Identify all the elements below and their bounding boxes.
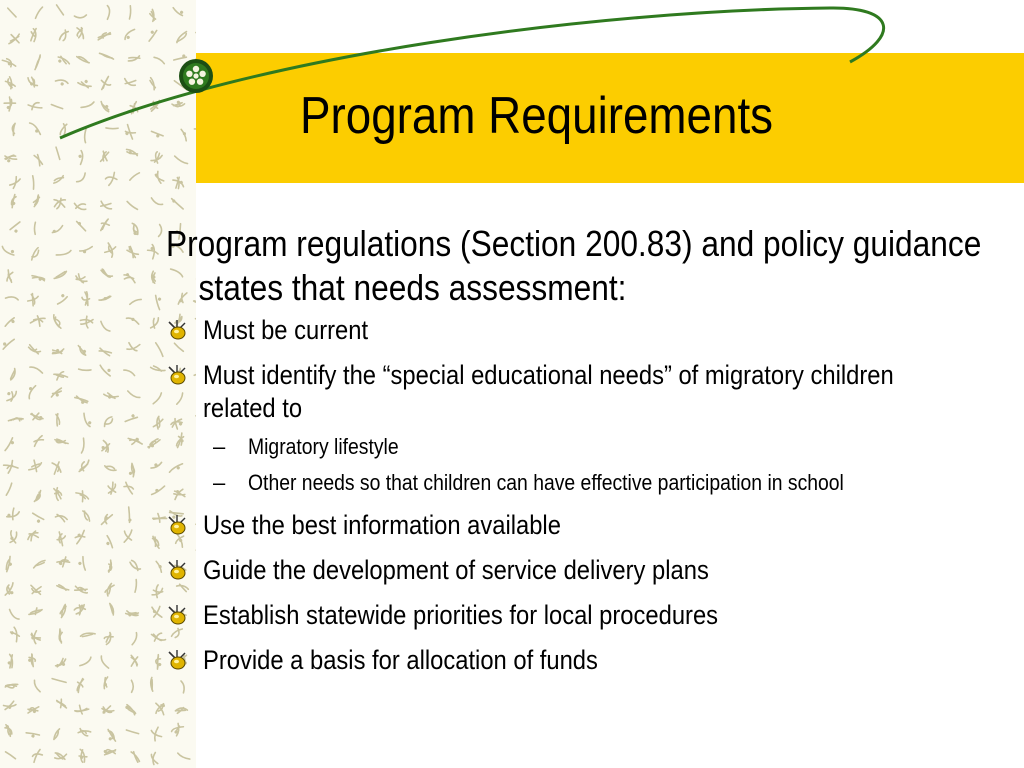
pattern-glyph xyxy=(156,560,163,572)
pattern-glyph xyxy=(52,315,63,328)
dash-marker: – xyxy=(213,434,226,459)
pattern-glyph xyxy=(50,486,65,501)
pattern-glyph xyxy=(28,386,38,399)
pattern-glyph xyxy=(34,222,35,234)
pattern-glyph xyxy=(29,605,42,619)
pattern-glyph xyxy=(177,31,187,44)
pattern-glyph xyxy=(27,293,38,306)
pattern-glyph xyxy=(174,53,187,62)
pattern-glyph xyxy=(150,99,160,112)
pattern-glyph xyxy=(149,9,155,21)
pattern-glyph xyxy=(75,394,88,405)
pattern-glyph xyxy=(126,727,138,737)
pattern-glyph xyxy=(130,680,133,692)
bullet-list xyxy=(166,314,1006,677)
pattern-glyph xyxy=(51,345,65,358)
pattern-glyph xyxy=(8,609,21,619)
pattern-glyph xyxy=(102,416,114,428)
pattern-glyph xyxy=(151,271,157,284)
pattern-glyph xyxy=(151,316,159,329)
pattern-glyph xyxy=(146,245,159,259)
pattern-glyph xyxy=(28,345,40,354)
pattern-glyph xyxy=(151,727,162,741)
sub-bullet-text: Other needs so that children can have effective participation in school xyxy=(248,470,844,495)
pattern-glyph xyxy=(74,14,86,19)
pattern-glyph xyxy=(54,629,67,643)
pattern-glyph xyxy=(54,370,68,381)
pattern-glyph xyxy=(56,532,67,546)
pattern-glyph xyxy=(128,223,141,237)
pattern-glyph xyxy=(34,680,40,692)
pattern-glyph xyxy=(28,583,42,596)
pattern-glyph xyxy=(58,29,71,42)
pattern-glyph xyxy=(125,6,135,19)
pattern-glyph xyxy=(82,510,90,522)
pattern-glyph xyxy=(81,98,94,112)
bee-bullet-icon xyxy=(166,364,188,386)
pattern-glyph xyxy=(53,175,65,185)
pattern-glyph xyxy=(101,656,108,668)
pattern-glyph xyxy=(129,173,140,180)
bullet-item xyxy=(166,359,1006,497)
pattern-glyph xyxy=(126,146,139,159)
dash-marker: – xyxy=(213,470,226,495)
pattern-glyph xyxy=(5,76,15,89)
pattern-glyph xyxy=(32,436,45,447)
pattern-glyph xyxy=(81,628,96,643)
pattern-glyph xyxy=(59,123,69,136)
pattern-glyph xyxy=(3,152,17,164)
pattern-glyph xyxy=(171,722,184,737)
pattern-glyph xyxy=(76,489,89,503)
pattern-glyph xyxy=(55,698,67,711)
pattern-glyph xyxy=(26,728,39,740)
pattern-glyph xyxy=(77,56,89,64)
pattern-glyph xyxy=(147,78,157,90)
pattern-glyph xyxy=(101,440,111,453)
pattern-glyph xyxy=(52,673,66,687)
pattern-glyph xyxy=(2,96,17,111)
pattern-glyph xyxy=(6,294,19,304)
bullet-item xyxy=(166,509,1006,542)
sub-bullet-item xyxy=(203,433,1006,461)
pattern-glyph xyxy=(10,220,23,234)
pattern-glyph xyxy=(6,507,20,521)
pattern-glyph xyxy=(154,56,165,63)
pattern-glyph xyxy=(128,391,140,397)
pattern-glyph xyxy=(153,392,161,405)
pattern-glyph xyxy=(77,344,88,356)
pattern-glyph xyxy=(153,512,167,525)
pattern-glyph xyxy=(158,225,162,237)
pattern-glyph xyxy=(34,490,41,503)
pattern-glyph xyxy=(151,605,162,619)
pattern-glyph xyxy=(74,678,86,692)
pattern-glyph xyxy=(105,172,119,185)
pattern-glyph xyxy=(75,748,90,763)
bullet-item xyxy=(166,314,1006,347)
bullet-text: Use the best information available xyxy=(203,510,561,540)
pattern-glyph xyxy=(7,270,13,282)
pattern-glyph xyxy=(154,171,164,184)
bullet-item xyxy=(166,599,1006,632)
pattern-glyph xyxy=(7,33,21,45)
bullet-item xyxy=(166,554,1006,587)
lead-paragraph: Program regulations (Section 200.83) and policy guidance states that needs assessment: xyxy=(166,223,982,308)
pattern-glyph xyxy=(80,413,95,426)
pattern-glyph xyxy=(151,198,164,205)
pattern-glyph xyxy=(54,268,66,282)
pattern-glyph xyxy=(76,173,88,183)
pattern-glyph xyxy=(172,197,184,210)
pattern-glyph xyxy=(151,752,158,764)
pattern-glyph xyxy=(30,55,45,70)
pattern-glyph xyxy=(53,198,67,210)
pattern-glyph xyxy=(99,101,112,112)
pattern-glyph xyxy=(57,583,69,593)
pattern-glyph xyxy=(26,654,37,668)
bullet-text: Must identify the “special educational needs” of migratory children related to xyxy=(203,360,894,423)
pattern-glyph xyxy=(126,201,139,209)
pattern-glyph xyxy=(97,29,111,44)
pattern-glyph xyxy=(103,677,108,689)
pattern-glyph xyxy=(27,706,40,715)
pattern-glyph xyxy=(9,176,20,190)
pattern-glyph xyxy=(73,530,88,543)
bullet-text: Guide the development of service delivery plans xyxy=(203,555,709,585)
pattern-glyph xyxy=(101,705,114,715)
pattern-glyph xyxy=(80,655,91,669)
pattern-glyph xyxy=(104,464,116,472)
pattern-glyph xyxy=(2,698,16,713)
pattern-glyph xyxy=(103,746,117,759)
pattern-glyph xyxy=(193,749,196,764)
pattern-glyph xyxy=(56,54,69,68)
bee-bullet-icon xyxy=(166,514,188,536)
pattern-glyph xyxy=(150,461,162,470)
pattern-glyph xyxy=(151,362,165,377)
pattern-glyph xyxy=(104,729,119,742)
pattern-glyph xyxy=(50,460,64,475)
pattern-glyph xyxy=(51,226,64,234)
pattern-glyph xyxy=(53,728,61,740)
pattern-glyph xyxy=(122,507,137,523)
pattern-glyph xyxy=(103,536,117,549)
pattern-glyph xyxy=(125,28,135,41)
pattern-glyph xyxy=(27,28,41,43)
pattern-glyph xyxy=(56,556,70,568)
pattern-glyph xyxy=(130,102,137,114)
pattern-glyph xyxy=(5,752,16,759)
pattern-glyph xyxy=(75,151,87,165)
pattern-glyph xyxy=(28,123,41,134)
pattern-glyph xyxy=(125,703,136,717)
pattern-glyph xyxy=(151,655,165,670)
pattern-glyph xyxy=(100,201,113,210)
sub-bullet-item xyxy=(203,469,1006,497)
pattern-glyph xyxy=(50,388,63,398)
pattern-glyph xyxy=(145,28,159,41)
pattern-glyph xyxy=(122,125,137,139)
pattern-glyph xyxy=(79,127,94,142)
pattern-glyph xyxy=(151,131,163,138)
pattern-glyph xyxy=(57,4,64,15)
pattern-glyph xyxy=(55,514,68,522)
pattern-glyph xyxy=(174,80,187,91)
bullet-text: Establish statewide priorities for local procedures xyxy=(203,600,719,630)
pattern-glyph xyxy=(102,632,114,646)
pattern-glyph xyxy=(79,291,94,306)
pattern-glyph xyxy=(74,583,89,596)
pattern-glyph xyxy=(59,604,69,617)
pattern-glyph xyxy=(54,413,61,426)
pattern-glyph xyxy=(171,176,186,191)
pattern-glyph xyxy=(31,511,44,524)
pattern-glyph xyxy=(2,56,15,71)
pattern-glyph xyxy=(108,560,112,572)
pattern-glyph xyxy=(99,321,112,331)
pattern-glyph xyxy=(29,459,42,473)
pattern-glyph xyxy=(74,203,87,210)
pattern-glyph xyxy=(175,707,187,713)
pattern-glyph xyxy=(33,194,40,207)
sub-bullet-text: Migratory lifestyle xyxy=(248,434,399,459)
pattern-glyph xyxy=(181,129,187,141)
pattern-glyph xyxy=(75,704,89,715)
pattern-glyph xyxy=(56,245,71,260)
pattern-glyph xyxy=(127,343,140,351)
pattern-glyph xyxy=(128,435,142,447)
pattern-glyph xyxy=(195,25,196,39)
pattern-glyph xyxy=(155,703,165,716)
pattern-glyph xyxy=(30,314,45,327)
pattern-glyph xyxy=(2,339,15,349)
pattern-glyph xyxy=(102,5,114,19)
pattern-glyph xyxy=(5,680,18,691)
pattern-glyph xyxy=(126,246,140,259)
slide-title: Program Requirements xyxy=(300,87,774,145)
pattern-glyph xyxy=(5,389,17,403)
pattern-glyph xyxy=(54,752,67,760)
pattern-glyph xyxy=(26,530,40,543)
pattern-glyph xyxy=(128,560,142,571)
pattern-glyph xyxy=(30,750,44,763)
pattern-glyph xyxy=(7,8,17,17)
bee-bullet-icon xyxy=(166,559,188,581)
pattern-glyph xyxy=(178,750,190,763)
pattern-glyph xyxy=(55,77,68,88)
pattern-glyph xyxy=(30,366,43,374)
pattern-glyph xyxy=(55,293,68,305)
pattern-glyph xyxy=(4,318,16,328)
pattern-glyph xyxy=(53,147,64,159)
pattern-glyph xyxy=(98,219,112,230)
pattern-glyph xyxy=(8,627,22,641)
pattern-glyph xyxy=(8,413,23,427)
pattern-glyph xyxy=(124,368,135,376)
pattern-glyph xyxy=(75,27,85,40)
pattern-glyph xyxy=(77,220,86,233)
pattern-glyph xyxy=(149,151,164,166)
bullet-text: Provide a basis for allocation of funds xyxy=(203,645,598,675)
pattern-glyph xyxy=(124,530,132,542)
pattern-glyph xyxy=(100,269,113,277)
slide-content xyxy=(166,222,1006,689)
pattern-glyph xyxy=(152,631,166,643)
pattern-glyph xyxy=(132,633,136,645)
pattern-glyph xyxy=(32,7,45,18)
pattern-glyph xyxy=(100,364,111,377)
pattern-glyph xyxy=(28,248,42,260)
pattern-glyph xyxy=(26,76,39,89)
pattern-glyph xyxy=(5,583,14,595)
pattern-glyph xyxy=(51,105,62,109)
pattern-glyph xyxy=(80,246,93,254)
pattern-glyph xyxy=(3,724,14,737)
pattern-glyph xyxy=(123,273,136,283)
pattern-glyph xyxy=(104,243,116,257)
pattern-glyph xyxy=(31,153,45,166)
pattern-glyph xyxy=(172,6,184,16)
pattern-glyph xyxy=(126,318,138,325)
pattern-glyph xyxy=(109,603,115,615)
pattern-glyph xyxy=(153,343,165,357)
pattern-glyph xyxy=(75,438,90,453)
pattern-glyph xyxy=(33,560,46,567)
pattern-glyph xyxy=(128,463,138,476)
pattern-glyph xyxy=(99,347,112,356)
pattern-glyph xyxy=(172,99,185,108)
pattern-glyph xyxy=(152,485,165,496)
pattern-glyph xyxy=(2,243,15,257)
pattern-glyph xyxy=(151,416,166,431)
pattern-glyph xyxy=(78,77,92,91)
pattern-glyph xyxy=(54,658,68,670)
pattern-glyph xyxy=(79,460,89,473)
pattern-glyph xyxy=(147,677,158,691)
pattern-glyph xyxy=(127,653,140,668)
pattern-glyph xyxy=(123,77,136,87)
sub-bullet-list xyxy=(203,433,1006,497)
pattern-glyph xyxy=(78,728,91,736)
pattern-glyph xyxy=(123,482,136,494)
pattern-glyph xyxy=(98,76,113,89)
pattern-glyph xyxy=(132,580,139,593)
pattern-glyph xyxy=(77,557,91,571)
pattern-glyph xyxy=(10,123,17,136)
pattern-glyph xyxy=(98,150,111,165)
pattern-glyph xyxy=(99,296,111,301)
pattern-glyph xyxy=(79,314,94,328)
pattern-glyph xyxy=(125,607,139,618)
pattern-glyph xyxy=(31,413,43,420)
pattern-glyph xyxy=(108,482,116,494)
pattern-glyph xyxy=(55,435,68,448)
pattern-glyph xyxy=(150,584,165,599)
pattern-glyph xyxy=(7,530,21,545)
bee-bullet-icon xyxy=(166,604,188,626)
pattern-glyph xyxy=(127,52,141,64)
bee-bullet-icon xyxy=(166,649,188,671)
pattern-glyph xyxy=(129,299,141,304)
pattern-glyph xyxy=(28,101,42,112)
pattern-glyph xyxy=(100,50,114,62)
pattern-glyph xyxy=(28,176,39,189)
pattern-glyph xyxy=(101,513,112,527)
pattern-glyph xyxy=(1,556,17,571)
pattern-glyph xyxy=(125,413,138,425)
bullet-item xyxy=(166,644,1006,677)
pattern-glyph xyxy=(104,388,118,402)
pattern-glyph xyxy=(3,653,18,668)
pattern-glyph xyxy=(30,630,42,644)
pattern-glyph xyxy=(7,195,19,208)
pattern-glyph xyxy=(75,272,89,284)
pattern-glyph xyxy=(2,438,16,451)
pattern-glyph xyxy=(6,483,11,495)
pattern-glyph xyxy=(150,295,165,310)
pattern-glyph xyxy=(79,366,91,372)
bee-bullet-icon xyxy=(166,319,188,341)
pattern-glyph xyxy=(149,536,163,549)
pattern-glyph xyxy=(3,460,18,474)
pattern-glyph xyxy=(31,271,45,285)
pattern-glyph xyxy=(10,368,16,380)
pattern-glyph xyxy=(175,155,188,165)
pattern-glyph xyxy=(128,751,142,763)
pattern-glyph xyxy=(104,583,115,596)
bullet-text: Must be current xyxy=(203,315,369,345)
pattern-glyph xyxy=(73,603,87,616)
pattern-glyph xyxy=(106,127,118,130)
pattern-glyph xyxy=(148,439,160,448)
